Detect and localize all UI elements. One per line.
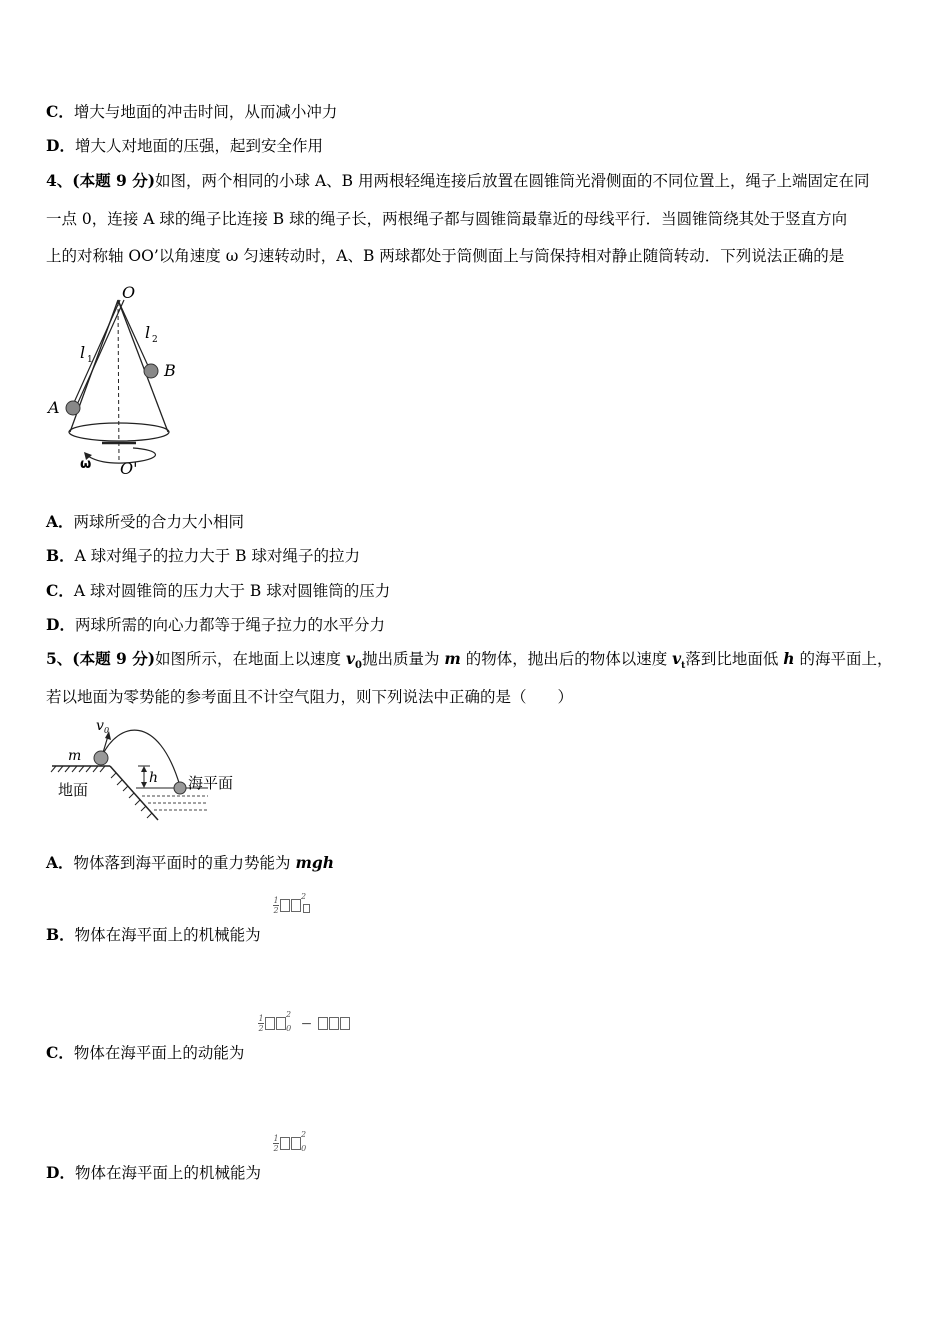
q4-option-d xyxy=(46,615,385,635)
q5-text: 如图所示，在地面上以速度 xyxy=(155,650,346,668)
label-h: h xyxy=(149,770,159,786)
symbol-m: m xyxy=(444,649,461,668)
prev-option-c xyxy=(46,102,337,122)
option-letter: A． xyxy=(46,512,74,531)
option-letter: B． xyxy=(46,925,75,944)
missing-glyph xyxy=(276,1017,286,1030)
projectile-figure xyxy=(48,712,248,824)
option-letter: D． xyxy=(46,615,75,634)
missing-glyph xyxy=(303,904,310,913)
missing-glyph xyxy=(280,899,290,912)
denominator: 2 xyxy=(273,906,279,915)
label-v0-sub: 0 xyxy=(104,726,110,735)
option-formula: mgh xyxy=(295,853,334,872)
subscript: 0 xyxy=(301,1144,307,1153)
option-text: 两球所受的合力大小相同 xyxy=(73,513,245,531)
missing-glyph xyxy=(318,1017,328,1030)
q4-line-3 xyxy=(46,246,844,266)
option-text: 两球所需的向心力都等于绳子拉力的水平分力 xyxy=(74,616,385,634)
label-b: B xyxy=(164,361,176,380)
q4-text: 如图，两个相同的小球 A、B 用两根轻绳连接后放置在圆锥筒光滑侧面的不同位置上，绳子上端固定在同 xyxy=(155,172,870,190)
q5-option-d xyxy=(46,1163,261,1183)
q5-header: 5、(本题 9 分) xyxy=(46,649,156,668)
exponent: 2 xyxy=(286,1010,292,1019)
numerator: 1 xyxy=(273,1134,279,1143)
q4-text: 上的对称轴 OO’以角速度 ω 匀速转动时，A、B 两球都处于筒侧面上与筒保持相对静止随筒转动．下列说法正确的是 xyxy=(46,247,845,265)
option-text: 增大人对地面的压强，起到安全作用 xyxy=(74,137,323,155)
symbol-vt-sub: t xyxy=(681,661,686,672)
prev-option-d xyxy=(46,136,323,156)
option-text: 增大与地面的冲击时间，从而减小冲力 xyxy=(73,103,338,121)
label-l2: l xyxy=(145,323,151,342)
denominator: 2 xyxy=(273,1144,279,1153)
q5-text: 抛出质量为 xyxy=(361,650,445,668)
symbol-vt: v xyxy=(672,649,682,668)
formula-c xyxy=(258,1010,350,1033)
q5-option-b xyxy=(46,925,261,945)
q4-text: 一点 0，连接 A 球的绳子比连接 B 球的绳子长，两根绳子都与圆锥筒最靠近的母线平行．当圆锥筒绕其处于竖直方向 xyxy=(46,210,848,228)
label-a: A xyxy=(48,398,60,417)
label-o: O xyxy=(122,283,136,302)
option-text: 物体落到海平面时的重力势能为 xyxy=(73,854,296,872)
q4-option-b xyxy=(46,546,360,566)
denominator: 2 xyxy=(258,1024,264,1033)
q5-text: 的物体，抛出后的物体以速度 xyxy=(460,650,673,668)
option-text: A 球对绳子的拉力大于 B 球对绳子的拉力 xyxy=(74,547,360,565)
minus-sign: − xyxy=(296,1016,317,1032)
q4-header: 4、(本题 9 分) xyxy=(46,171,156,190)
option-text: 物体在海平面上的机械能为 xyxy=(74,1164,261,1182)
symbol-v0: v xyxy=(345,649,355,668)
q5-line-1 xyxy=(46,649,893,676)
option-letter: D． xyxy=(46,136,75,155)
option-letter: A． xyxy=(46,853,74,872)
fraction xyxy=(258,1014,264,1033)
exponent: 2 xyxy=(301,892,307,901)
formula-b xyxy=(273,892,314,915)
q5-text: 若以地面为零势能的参考面且不计空气阻力，则下列说法中正确的是（ ） xyxy=(46,688,574,706)
subscript: 0 xyxy=(286,1024,292,1033)
symbol-h: h xyxy=(783,649,795,668)
label-o-prime: O' xyxy=(120,459,138,478)
missing-glyph xyxy=(291,1137,301,1150)
missing-glyph xyxy=(280,1137,290,1150)
q5-text: 的海平面上， xyxy=(794,650,893,668)
option-text: 物体在海平面上的动能为 xyxy=(73,1044,245,1062)
missing-glyph xyxy=(291,899,301,912)
q4-line-1 xyxy=(46,171,869,191)
q4-option-c xyxy=(46,581,390,601)
exponent: 2 xyxy=(301,1130,307,1139)
symbol-v0-sub: 0 xyxy=(354,660,362,672)
label-l2-sub: 2 xyxy=(152,335,158,345)
option-letter: C． xyxy=(46,102,74,121)
option-letter: B． xyxy=(46,546,75,565)
missing-glyph xyxy=(329,1017,339,1030)
label-l1-sub: 1 xyxy=(87,355,93,365)
numerator: 1 xyxy=(273,896,279,905)
option-letter: D． xyxy=(46,1163,75,1182)
q5-option-c xyxy=(46,1043,244,1063)
q5-line-2 xyxy=(46,687,573,707)
option-letter: C． xyxy=(46,1043,74,1062)
label-sea: 海平面 xyxy=(188,774,234,792)
label-m: m xyxy=(68,748,82,764)
missing-glyph xyxy=(265,1017,275,1030)
formula-d xyxy=(273,1130,311,1153)
q5-text: 落到比地面低 xyxy=(685,650,784,668)
q5-option-a xyxy=(46,853,334,873)
cone-figure xyxy=(40,280,200,480)
option-letter: C． xyxy=(46,581,74,600)
missing-glyph xyxy=(340,1017,350,1030)
label-ground: 地面 xyxy=(58,781,89,799)
option-text: 物体在海平面上的机械能为 xyxy=(74,926,261,944)
fraction xyxy=(273,896,279,915)
numerator: 1 xyxy=(258,1014,264,1023)
label-l1: l xyxy=(80,343,86,362)
label-v0: v xyxy=(96,718,104,734)
q4-line-2 xyxy=(46,209,847,229)
q4-option-a xyxy=(46,512,244,532)
option-text: A 球对圆锥筒的压力大于 B 球对圆锥筒的压力 xyxy=(73,582,391,600)
fraction xyxy=(273,1134,279,1153)
label-omega: ω xyxy=(80,457,92,472)
